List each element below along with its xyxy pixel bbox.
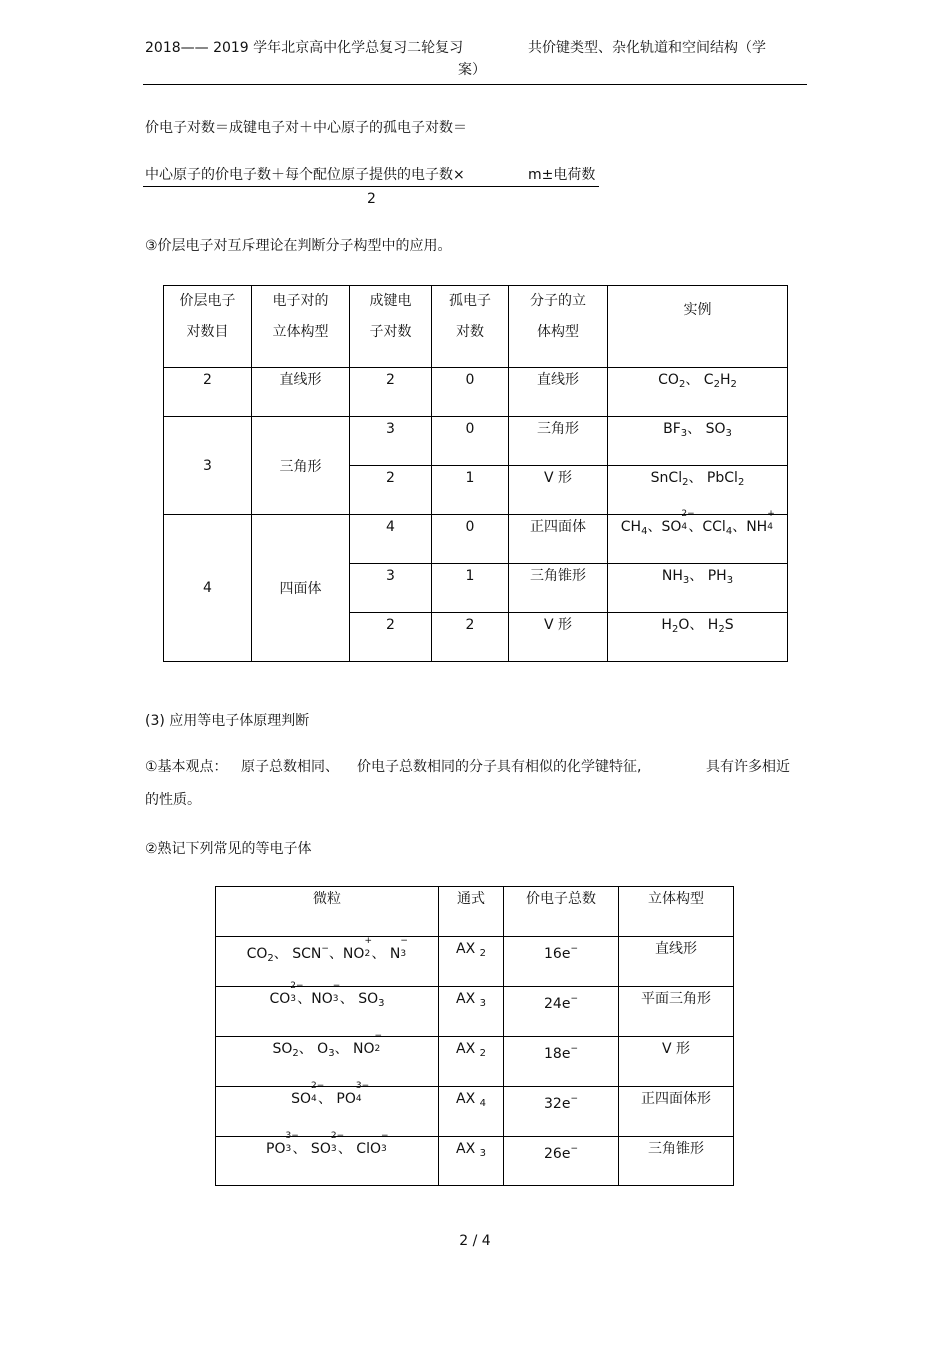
lone-pairs: 1 [432,564,509,613]
table-row [216,1137,734,1186]
geometry: 平面三角形 [619,987,734,1037]
table-row [164,368,788,417]
table-row [216,987,734,1037]
header-title-right: 共价键类型、杂化轨道和空间结构（学 [528,40,766,56]
total-valence: 16e− [504,937,619,987]
general-formula: AX $_2$ [439,1037,504,1087]
table-row [216,1037,734,1087]
header-lone-pairs: 孤电子 对数 [432,286,509,368]
header-general-formula: 通式 [439,887,504,937]
molecular-shape: 正四面体 [509,515,608,564]
vsepr-header-row [164,286,788,368]
table-row [216,1087,734,1137]
formula-numerator-left: 中心原子的价电子数＋每个配位原子提供的电子数× [145,167,465,183]
lone-pairs: 0 [432,515,509,564]
total-valence: 32e− [504,1087,619,1137]
bonding-pairs: 2 [350,368,432,417]
section-title-vsepr: ③价层电子对互斥理论在判断分子构型中的应用。 [145,238,452,254]
header-total-valence: 价电子总数 [504,887,619,937]
group-arrangement: 三角形 [252,417,350,515]
vsepr-table [163,285,788,662]
formula-numerator-right: m±电荷数 [528,167,596,183]
header-molecular-shape: 分子的立 体构型 [509,286,608,368]
particles: PO 3− 3 、 SO 2− 3 、 ClO − 3 [216,1137,439,1186]
bonding-pairs: 4 [350,515,432,564]
examples: SnCl$_2$、 PbCl$_2$ [608,466,788,515]
formula-line1: 价电子对数＝成键电子对＋中心原子的孤电子对数＝ [145,120,467,136]
header-divider [143,84,807,85]
total-valence: 18e− [504,1037,619,1087]
examples: $CO_2$、 $C_2H_2$ [608,368,788,417]
general-formula: AX $_2$ [439,937,504,987]
particles: $CO_2$、 SCN−、NO + 2 、 N − 3 [216,937,439,987]
group-count: 2 [164,368,252,417]
geometry: 直线形 [619,937,734,987]
lone-pairs: 1 [432,466,509,515]
header-examples: 实例 [608,286,788,368]
group-arrangement: 直线形 [252,368,350,417]
header-electron-geometry: 电子对的 立体构型 [252,286,350,368]
header-particles: 微粒 [216,887,439,937]
header-electron-pair-count: 价层电子 对数目 [164,286,252,368]
formula-denominator: 2 [367,191,376,207]
geometry: 正四面体形 [619,1087,734,1137]
isoelectronic-table [215,886,734,1186]
molecular-shape: V 形 [509,466,608,515]
header-title-left: 2018—— 2019 学年北京高中化学总复习二轮复习 [145,40,464,56]
table-row [164,515,788,564]
bonding-pairs: 3 [350,417,432,466]
lone-pairs: 2 [432,613,509,662]
bonding-pairs: 2 [350,466,432,515]
iso-header-row [216,887,734,937]
general-formula: AX $_3$ [439,987,504,1037]
basic-view-valence: 价电子总数相同的分子具有相似的化学键特征, [357,759,642,775]
group-count: 4 [164,515,252,662]
particles: $SO_2$、 $O_3$、 NO − 2 [216,1037,439,1087]
table-row [164,417,788,466]
total-valence: 24e− [504,987,619,1037]
total-valence: 26e− [504,1137,619,1186]
basic-view-atoms: 原子总数相同、 [241,759,339,775]
molecular-shape: 直线形 [509,368,608,417]
basic-view-similar: 具有许多相近 [706,759,790,775]
basic-view-label: ①基本观点： [145,759,228,775]
fraction-bar [143,186,599,187]
examples: $CH_4$、SO 2− 4 、CCl$_4$、NH + 4 [608,515,788,564]
lone-pairs: 0 [432,368,509,417]
molecular-shape: V 形 [509,613,608,662]
group-arrangement: 四面体 [252,515,350,662]
lone-pairs: 0 [432,417,509,466]
geometry: V 形 [619,1037,734,1087]
basic-view-properties: 的性质。 [145,792,201,808]
geometry: 三角锥形 [619,1137,734,1186]
header-bonding-pairs: 成键电 子对数 [350,286,432,368]
examples: $H_2O$、 $H_2S$ [608,613,788,662]
examples: $NH_3$、 $PH_3$ [608,564,788,613]
bonding-pairs: 3 [350,564,432,613]
particles: CO 2− 3 、NO − 3 、 $SO_3$ [216,987,439,1037]
table-row [216,937,734,987]
page-number: 2 / 4 [459,1233,491,1249]
general-formula: AX $_4$ [439,1087,504,1137]
header-geometry: 立体构型 [619,887,734,937]
molecular-shape: 三角形 [509,417,608,466]
header-title-right-cont: 案） [458,62,486,78]
section-title-isoelectronic: (3) 应用等电子体原理判断 [145,713,310,729]
general-formula: AX $_3$ [439,1137,504,1186]
group-count: 3 [164,417,252,515]
memorize-title: ②熟记下列常见的等电子体 [145,841,312,857]
particles: SO 2− 4 、 PO 3− 4 [216,1087,439,1137]
molecular-shape: 三角锥形 [509,564,608,613]
examples: $BF_3$、 $SO_3$ [608,417,788,466]
bonding-pairs: 2 [350,613,432,662]
